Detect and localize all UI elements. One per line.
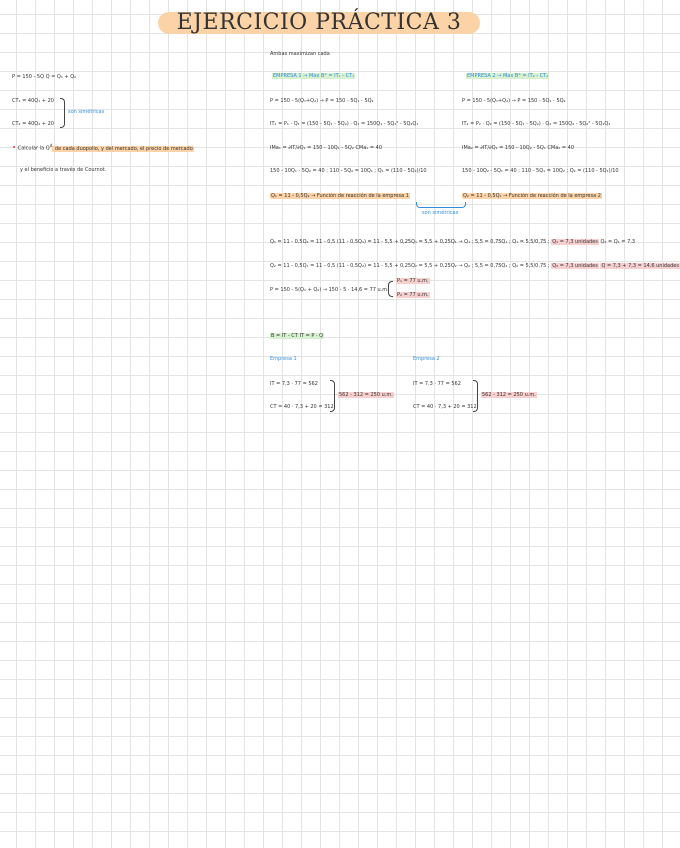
brace — [416, 202, 466, 208]
task-text-sup: d — [49, 143, 53, 148]
empresa-2-line-4: 150 - 10Q₂ - 5Q₁ = 40 ; 110 - 5Q₁ = 10Q₂ ; Q₂ = (110 - 5Q₁)/10 — [462, 168, 619, 174]
price-2 — [396, 292, 430, 298]
task-text-a: Calcular la Q — [17, 145, 50, 152]
empresa-1-line-1: P = 150 - 5(Q₁+Q₂) → P = 150 - 5Q₁ - 5Q₂ — [270, 98, 374, 104]
empresa-2-line-5 — [462, 193, 602, 199]
empresa-2-line-3: IMa₂ = ∂IT/∂Q₂ = 150 - 10Q₂ - 5Q₁ CMa₂ = 40 — [462, 145, 575, 151]
empresa-1-line-3: IMa₁ = ∂IT/∂Q₁ = 150 - 10Q₁ - 5Q₂ CMa₁ = 40 — [270, 145, 383, 151]
empresa-1-heading — [272, 73, 355, 79]
task-statement-line-2 — [20, 167, 106, 173]
empresa-2-ct: CT = 40 · 7,3 + 20 = 312 — [413, 404, 477, 410]
empresa-2-heading — [466, 73, 549, 79]
bullet-icon: • — [12, 143, 17, 152]
price-bracket — [388, 281, 393, 297]
reaction-function-1: Q₁ = 11 - 0,5Q₂ → Función de reacción de la empresa 1 — [271, 193, 409, 199]
solution-1-text: Q₁ = 11 - 0,5Q₂ = 11 - 0,5 (11 - 0,5Q₁) = 11 - 5,5 + 0,25Q₁ = 5,5 + 0,25Q₁ → Q₁ ; 5,5 = 0,75Q₁ ; Q₁ = 5,5/0,75 ; — [270, 239, 550, 245]
solution-2-extra: Q = 7,3 + 7,3 = 14,6 unidades — [601, 263, 679, 269]
empresa-2-result — [481, 392, 537, 398]
empresa-2-bracket — [473, 380, 478, 412]
empresa-2-line-2: IT₂ = P₂ · Q₂ = (150 - 5Q₁ - 5Q₂) · Q₂ = 150Q₂ - 5Q₂² - 5Q₁Q₂ — [462, 121, 611, 127]
empresa-1-line-2: IT₁ = P₁ · Q₁ = (150 - 5Q₁ - 5Q₂) · Q₁ = 150Q₁ - 5Q₁² - 5Q₂Q₁ — [270, 121, 419, 127]
empresa-1-line-5 — [270, 193, 410, 199]
benefit-formula — [270, 333, 324, 339]
cost-equation-1: CT₁ = 40Q₁ + 20 — [12, 98, 54, 104]
empresa-2-line-1: P = 150 - 5(Q₁+Q₂) → P = 150 - 5Q₁ - 5Q₂ — [462, 98, 566, 104]
cost-equation-2: CT₂ = 40Q₂ + 20 — [12, 121, 54, 127]
empresa-1-benefit-label: Empresa 1 — [270, 356, 297, 362]
empresa-2-it: IT = 7,3 · 77 = 562 — [413, 381, 461, 387]
empresa-1-line-4: 150 - 10Q₁ - 5Q₂ = 40 ; 110 - 5Q₂ = 10Q₁ ; Q₁ = (110 - 5Q₂)/10 — [270, 168, 427, 174]
empresa-1-bracket — [330, 380, 335, 412]
price-1-text: P₁ = 77 u.m. — [397, 278, 429, 284]
reaction-function-2: Q₂ = 11 - 0,5Q₁ → Función de reacción de la empresa 2 — [463, 193, 601, 199]
symmetric-note: son simétricas — [68, 109, 105, 115]
demand-equation: P = 150 - 5Q Q = Q₁ + Q₂ — [12, 74, 77, 80]
benefit-formula-text: B = IT - CT IT = P · Q — [271, 333, 324, 339]
empresa-1-result — [338, 392, 394, 398]
price-2-text: P₂ = 77 u.m. — [397, 292, 429, 298]
empresa-1-ct: CT = 40 · 7,3 + 20 = 312 — [270, 404, 334, 410]
task-text-b: de cada duopolio, y del mercado, el precio de mercado — [53, 145, 193, 152]
symmetric-note-2: son simétricas — [422, 210, 459, 216]
solution-1-extra: Q₂ = Q₁ = 7,3 — [600, 239, 636, 245]
price-equation: P = 150 - 5(Q₁ + Q₂) → 150 - 5 · 14,6 = 77 u.m. — [270, 287, 389, 293]
solution-line-2 — [270, 263, 680, 269]
empresa-1-heading-text: EMPRESA 1 → Max B° = IT₁ - CT₁ — [273, 73, 355, 79]
solution-line-1 — [270, 239, 635, 245]
solution-2-text: Q₂ = 11 - 0,5Q₁ = 11 - 0,5 (11 - 0,5Q₂) = 11 - 5,5 + 0,25Q₂ = 5,5 + 0,25Q₂ → Q₂ ; 5,5 = 0,75Q₂ ; Q₂ = 5,5/0,75 ; — [270, 263, 550, 269]
empresa-2-benefit-label: Empresa 2 — [413, 356, 440, 362]
empresa-1-result-text: 562 - 312 = 250 u.m. — [339, 392, 393, 398]
page-title: EJERCICIO PRÁCTICA 3 — [176, 10, 462, 35]
section-heading: Ambas maximizan cada — [270, 51, 330, 57]
solution-2-result: Q₂ = 7,3 unidades — [552, 263, 598, 269]
empresa-2-result-text: 562 - 312 = 250 u.m. — [482, 392, 536, 398]
empresa-1-it: IT = 7,3 · 77 = 562 — [270, 381, 318, 387]
bracket — [60, 98, 65, 128]
empresa-2-heading-text: EMPRESA 2 → Max B° = IT₂ - CT₂ — [467, 73, 549, 79]
task-text-c: y el beneficio a través de Cournot. — [20, 167, 107, 173]
solution-1-result: Q₁ = 7,3 unidades — [552, 239, 598, 245]
task-statement-line-1 — [12, 143, 194, 152]
price-1 — [396, 278, 430, 284]
